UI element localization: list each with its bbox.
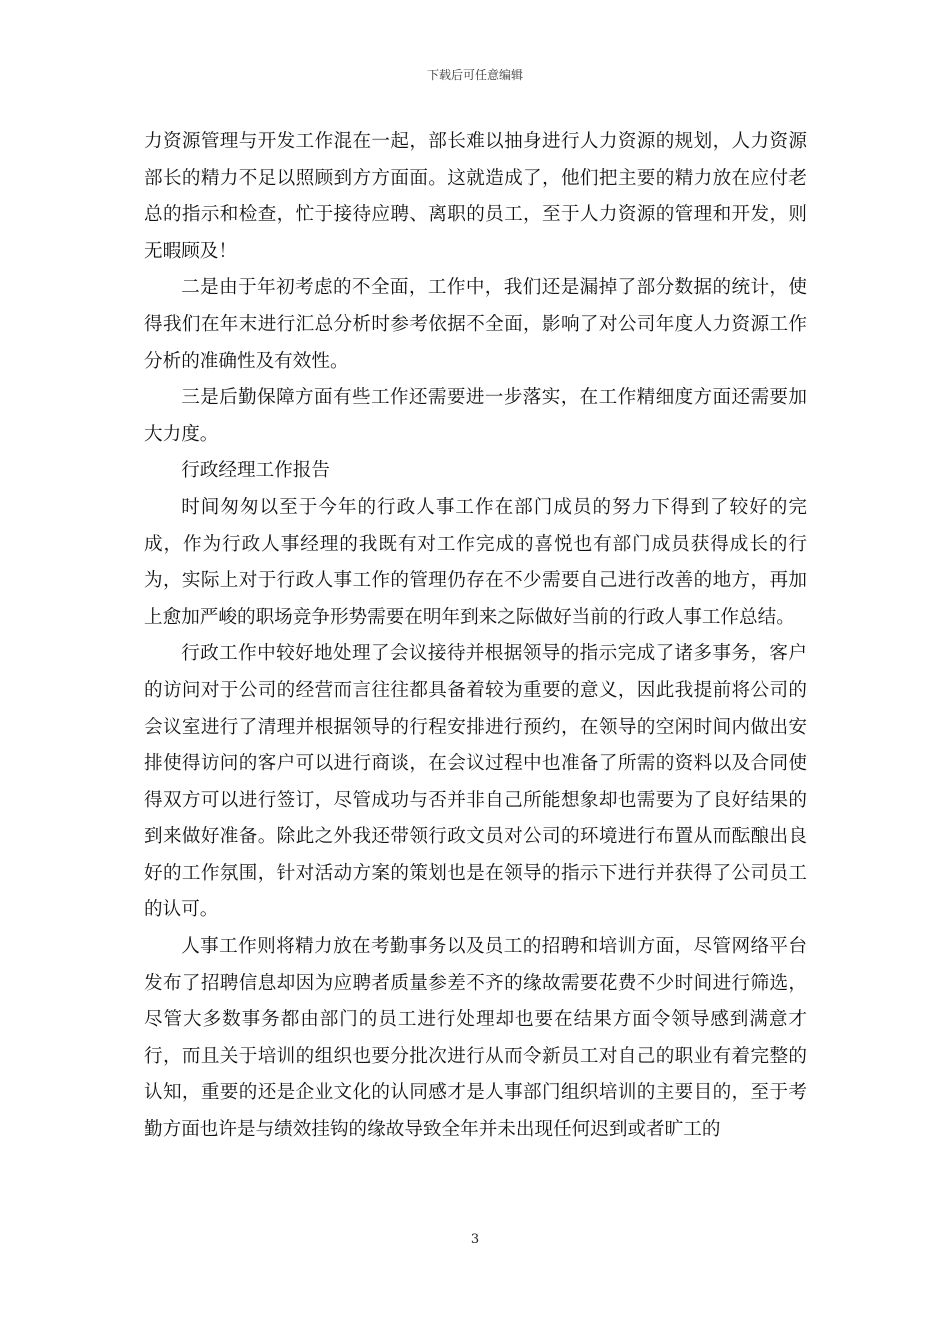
paragraph-point-two: 二是由于年初考虑的不全面，工作中，我们还是漏掉了部分数据的统计，使得我们在年末进行汇总分析时参考依据不全面，影响了对公司年度人力资源工作分析的准确性及有效性。 bbox=[144, 277, 807, 372]
document-body bbox=[144, 124, 807, 1149]
page-header: 下载后可任意编辑 bbox=[426, 68, 523, 82]
paragraph-intro: 时间匆匆以至于今年的行政人事工作在部门成员的努力下得到了较好的完成，作为行政人事经理的我既有对工作完成的喜悦也有部门成员获得成长的行为，实际上对于行政人事工作的管理仍存在不少需要自己进行改善的地方，再加上愈加严峻的职场竞争形势需要在明年到来之际做好当前的行政人事工作总结。 bbox=[144, 496, 807, 628]
paragraph-admin-work: 行政工作中较好地处理了会议接待并根据领导的指示完成了诸多事务，客户的访问对于公司的经营而言往往都具备着较为重要的意义，因此我提前将公司的会议室进行了清理并根据领导的行程安排进行预约，在领导的空闲时间内做出安排使得访问的客户可以进行商谈，在会议过程中也准备了所需的资料以及合同使得双方可以进行签订，尽管成功与否并非自己所能想象却也需要为了良好结果的到来做好准备。除此之外我还带领行政文员对公司的环境进行布置从而酝酿出良好的工作氛围，针对活动方案的策划也是在领导的指示下进行并获得了公司员工的认可。 bbox=[144, 643, 807, 921]
paragraph-continuation: 力资源管理与开发工作混在一起，部长难以抽身进行人力资源的规划，人力资源部长的精力不足以照顾到方方面面。这就造成了，他们把主要的精力放在应付老总的指示和检查，忙于接待应聘、离职的员工，至于人力资源的管理和开发，则无暇顾及！ bbox=[144, 131, 807, 262]
paragraph-hr-work: 人事工作则将精力放在考勤事务以及员工的招聘和培训方面，尽管网络平台发布了招聘信息却因为应聘者质量参差不齐的缘故需要花费不少时间进行筛选，尽管大多数事务都由部门的员工进行处理却也要在结果方面令领导感到满意才行，而且关于培训的组织也要分批次进行从而令新员工对自己的职业有着完整的认知，重要的还是企业文化的认同感才是人事部门组织培训的主要目的，至于考勤方面也许是与绩效挂钩的缘故导致全年并未出现任何迟到或者旷工的 bbox=[144, 936, 807, 1141]
paragraph-point-three: 三是后勤保障方面有些工作还需要进一步落实，在工作精细度方面还需要加大力度。 bbox=[144, 387, 807, 445]
section-heading: 行政经理工作报告 bbox=[181, 460, 330, 482]
page-number: 3 bbox=[470, 1232, 480, 1247]
